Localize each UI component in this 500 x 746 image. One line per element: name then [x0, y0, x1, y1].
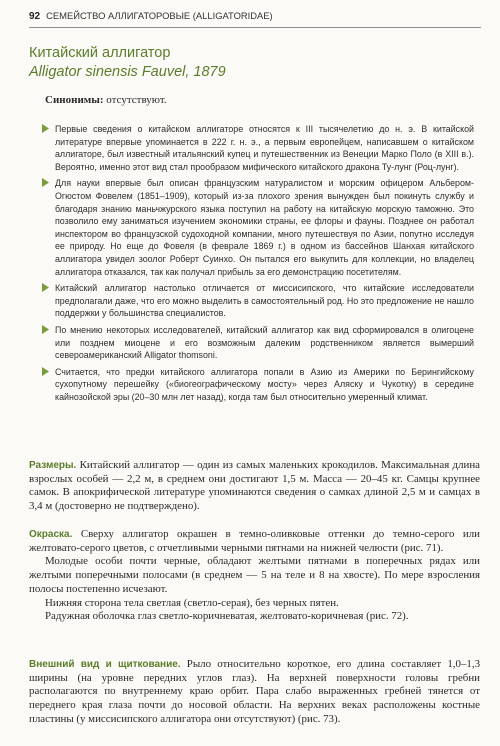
- fact-item: [42, 366, 474, 404]
- color-heading: Окраска.: [29, 529, 73, 540]
- size-section: [29, 459, 480, 514]
- color-text-1: Сверху аллигатор окрашен в темно-оливковые оттенки до темно-серого или желтовато-серого цветов, с отчетливыми черными пятнами на нижней челюсти (рис. 71).: [29, 528, 480, 554]
- arrow-bullet-icon: [42, 124, 49, 133]
- synonyms-text: отсутствуют.: [103, 94, 167, 106]
- fact-text: Считается, что предки китайского аллигатора попали в Азию из Америки по Берингийскому сухопутному перешейку («биогеографическому мосту» через Аляску и Чукотку) в середине кайнозойской эры (20–30 млн лет назад), когда там был относительно умеренный климат.: [55, 366, 474, 402]
- arrow-bullet-icon: [42, 283, 49, 292]
- fact-item: [42, 282, 474, 320]
- fact-item: [42, 177, 474, 278]
- fact-item: [42, 123, 474, 173]
- synonyms-label: Синонимы:: [45, 94, 104, 106]
- arrow-bullet-icon: [42, 325, 49, 334]
- fact-item: [42, 324, 474, 362]
- species-title: Китайский аллигатор: [29, 45, 171, 61]
- size-text: Китайский аллигатор — один из самых маленьких крокодилов. Максимальная длина взрослых особей — 2,2 м, в среднем они достигают 1,5 м. Масса — 20–45 кг. Самцы крупнее самок. В апокрифической литературе упоминаются сведения о самках длиной 2,5 м и самцах в 3,4 м (достоверно не подтверждено).: [29, 459, 480, 513]
- fact-text: По мнению некоторых исследователей, китайский аллигатор как вид сформировался в олигоцене или позднем миоцене и его возможным далеким родственником является вымерший североамериканский Alligator thomsoni.: [55, 324, 474, 361]
- fact-text: Китайский аллигатор настолько отличается от миссисипского, что китайские исследователи предполагали даже, что его можно выделить в самостоятельный род. Но это предложение не нашло поддержки у большинства специалистов.: [55, 283, 474, 319]
- page-number: 92: [29, 11, 41, 22]
- color-text-3: Нижняя сторона тела светлая (светло-серая), без черных пятен.: [45, 596, 339, 609]
- arrow-bullet-icon: [42, 367, 49, 376]
- appearance-heading: Внешний вид и щиткование.: [29, 659, 181, 670]
- color-section: [29, 528, 480, 624]
- appearance-text: Рыло относительно короткое, его длина составляет 1,0–1,3 ширины (на уровне передних углов глаз). На верхней поверхности головы гребни располагаются по внутреннему краю орбит. Пара слабо выраженных гребней тянется от переднего края глаза почти до носовой области. На верхних веках расположены костные пластины (у миссисипского аллигатора они отсутствуют) (рис. 73).: [29, 658, 481, 725]
- header-rule: [29, 27, 481, 28]
- color-text-4: Радужная оболочка глаз светло-коричневатая, желтовато-коричневая (рис. 72).: [45, 610, 409, 623]
- chapter-title: СЕМЕЙСТВО АЛЛИГАТОРОВЫЕ (ALLIGATORIDAE): [46, 10, 273, 21]
- arrow-bullet-icon: [42, 178, 49, 187]
- size-heading: Размеры.: [29, 460, 77, 471]
- fact-text: Первые сведения о китайском аллигаторе относятся к III тысячелетию до н. э. В китайской литературе впервые упоминается в 222 г. н. э., а первым европейцем, написавшем о китайском аллигаторе, был известный итальянский купец и путешественник из Венеции Марко Поло (в XIII в.). Вероятно, именно этот вид стал прообразом мифического китайского дракона Ту-лунг (Роц-лунг).: [55, 124, 474, 172]
- running-header: [29, 10, 481, 26]
- color-text-2: Молодые особи почти черные, обладают желтыми пятнами в поперечных рядах или желтыми поперечными полосами (в среднем — 5 на теле и 8 на хвосте). По мере взросления полосы постепенно исчезают.: [29, 555, 480, 595]
- species-latin-name: Alligator sinensis Fauvel, 1879: [29, 64, 226, 80]
- fact-text: Для науки впервые был описан французским натуралистом и морским офицером Альбером-Огюстом Фовелем (1851–1909), который из-за плохого зрения вынужден был покинуть службу и благодаря знанию маньчжурского языка поступил на работу на китайскую морскую таможню. Это позволило ему заниматься изучением экономики страны, ее флоры и фауны. Позднее он работал инспектором во французской судоходной компании, много путешествуя по Азии, попутно исследуя ее природу. Но еще до Фовеля (в феврале 1869 г.) в одном из бассейнов Шанхая китайского аллигатора увидел зоолог Роберт Суинхо. Он пытался его выкупить для коллекции, но владелец аллигатора отказался, так как получал прибыль за его демонстрацию посетителям.: [55, 178, 474, 277]
- synonyms-line: [45, 94, 167, 106]
- appearance-section: [29, 658, 480, 727]
- facts-list: [42, 123, 474, 407]
